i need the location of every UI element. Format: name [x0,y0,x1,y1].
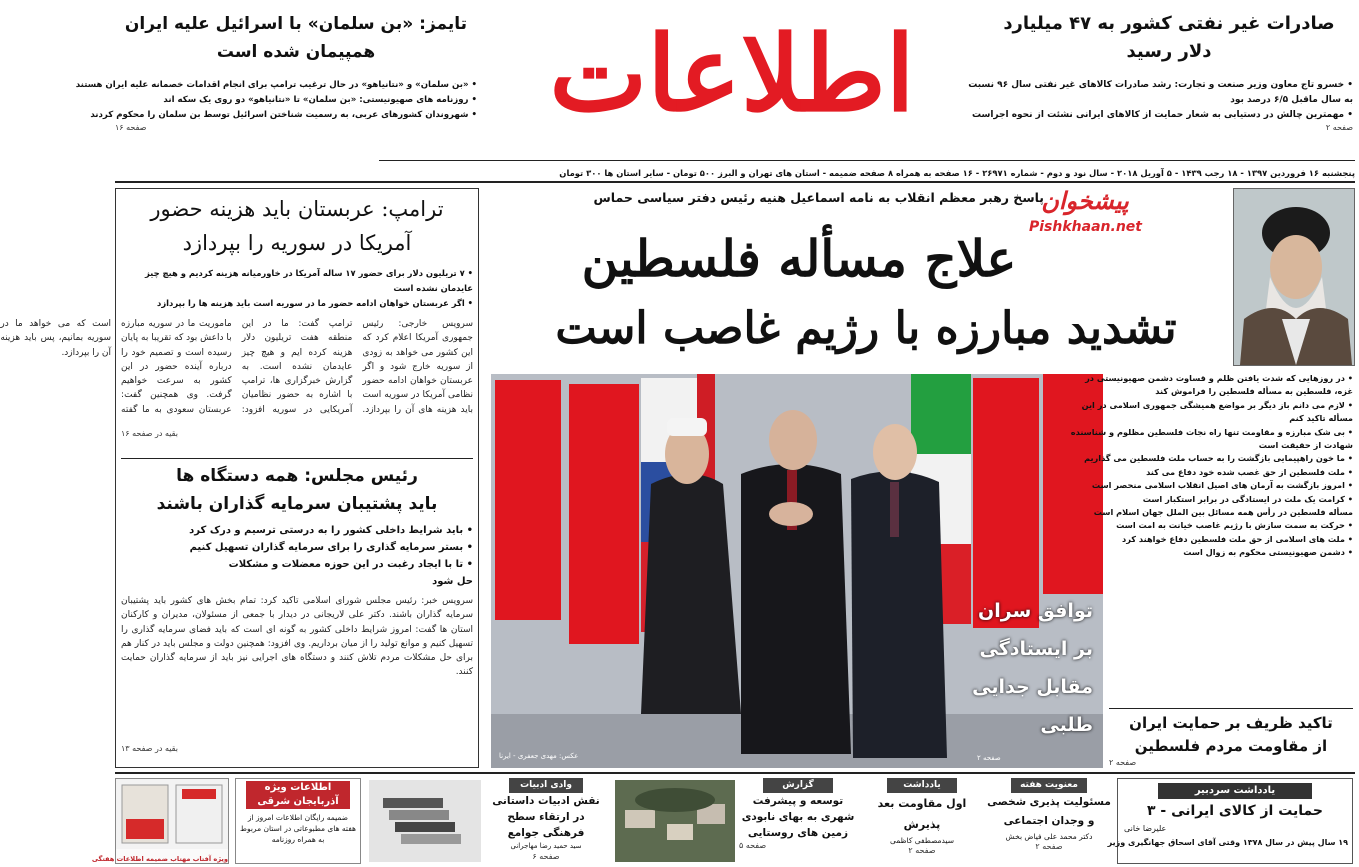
headline-line-2: از مقاومت مردم فلسطین [1134,737,1328,755]
dateline [379,161,1355,179]
story-body: سرویس خبر: رئیس مجلس شورای اسلامی تاکید کرد: تمام بخش های کشور باید پشتیبان سرمایه گذاران باشند. دکتر علی لاریجانی در دیدار با جمعی از مسئولان، مدیران و کارکنان استان ها گفت: امروز شرایط داخلی کشور به گونه ای است که باید فضای سرمایه گذاری را تسهیل کنیم و موانع تولید را از میان برداریم. وی افزود: همچنین دولت و مجلس باید در کنار هم برای حل مشکلات مردم تلاش کنند و دستگاه های اجرایی نیز باید از سرمایه گذاران حمایت کنند. [121,596,473,678]
page-ref: صفحه ۲ [1035,842,1063,851]
bullet: • اگر عربستان خواهان ادامه حضور ما در سوریه است باید هزینه ها را بپردازد [157,298,473,308]
watermark-logo: پیشخوان [1041,187,1129,215]
teaser-title: مسئولیت پذیری شخصی و وجدان اجتماعی [987,796,1111,827]
bullet: • ملت فلسطین از حق غصب شده خود دفاع می کند [1146,466,1353,477]
main-headline[interactable]: علاج مسأله فلسطین [581,229,1017,288]
bullet: • تا با ایجاد رغبت در این حوزه معضلات و مشکلات [228,559,473,570]
ad-text: ویژه آفتاب مهتاب ضمیمه اطلاعات هفتگی [91,855,228,863]
bullet: • ۷ تریلیون دلار برای حضور ۱۷ ساله آمریکا در خاورمیانه هزینه کردیم و هیچ چیز [144,268,473,278]
story-body: سرویس خارجی: رئیس جمهوری آمریکا اعلام کرد که این کشور می خواهد به زودی از سوریه خارج شود و اگر عربستان خواهان ادامه حضور نظامی آمریکا در سوریه است باید هزینه های آن را بپردازد. ترامپ گفت: ما در این منطقه هفت تریلیون دلار هزینه کرده ایم و هیچ چیز عایدمان نشده است. به گزارش خبرگزاری ها، ترامپ با اشاره به حضور نظامیان آمریکایی در سوریه افزود: ماموریت ما در سوریه مبارزه با داعش بود که تقریبا به پایان رسیده است و تصمیم خود را درباره آینده حضور در این کشور به سرعت خواهیم گرفت. وی همچنین گفت: عربستان سعودی به ما گفته است که می خواهد ما در سوریه بمانیم، پس باید هزینه آن را بپردازد. [0,319,473,415]
dateline-rule-bottom [115,181,1355,183]
bullet: • حرکت به سمت سازش با رژیم غاصب خیانت به امت است [1116,520,1353,531]
bullet: • لازم می دانم باز دیگر بر مواضع همیشگی جمهوری اسلامی در این [1081,399,1353,410]
teaser-author: سیدمصطفی کاظمی [890,836,954,845]
leader-portrait [1233,188,1355,366]
teaser-title: اول مقاومت بعد پذیرش [877,797,967,831]
bullet: • ما خون راهپیمایی بازگشت را به حساب ملت فلسطین می گذاریم [1084,453,1353,464]
bullet: • مهمترین چالش در دستیابی به شعار حمایت از کالاهای ایرانی نشئت از نحوه اجراست [971,110,1353,120]
teaser-item[interactable] [613,778,857,864]
supplement-box[interactable] [235,778,361,864]
bullet: مسأله فلسطین در رأس همه مسائل بین الملل جهان اسلام است [1093,507,1353,518]
bullet: • شهروندان کشورهای عربی، به رسمیت شناختن اسرائیل توسط بن سلمان را محکوم کردند [90,110,477,120]
bullet: • خسرو تاج معاون وزیر صنعت و تجارت: رشد صادرات کالاهای غیر نفتی سال ۹۶ نسبت [968,80,1353,90]
bullet: به سال ماقبل ۶/۵ درصد بود [1230,95,1353,105]
bullet: عایدمان نشده است [393,283,473,293]
teaser-kicker: وادی ادبیات [509,778,583,793]
headline: تاکید ظریف بر حمایت ایران [1129,714,1333,732]
top-left-story[interactable] [75,10,477,158]
teaser-photo [369,780,481,862]
headline-line-2: باید پشتیبان سرمایه گذاران باشند [156,494,438,514]
teaser-item[interactable] [863,778,981,864]
headline: رئیس مجلس: همه دستگاه ها [176,466,418,486]
main-photo [491,374,1103,768]
bullet: • دشمن صهیونیستی محکوم به زوال است [1183,547,1353,558]
headline: صادرات غیر نفتی کشور به ۴۷ میلیارد [1003,13,1335,34]
left-divider [121,458,473,459]
top-right-story[interactable] [968,10,1353,158]
bullet: • در روزهایی که شدت یافتن ظلم و قساوت دشمن صهیونیستی در [1085,373,1353,383]
watermark-url: Pishkhaan.net [1029,219,1142,235]
supplement-title: اطلاعات ویژه [246,781,350,795]
right-divider [1109,708,1353,709]
left-story-trump[interactable] [0,192,473,450]
teaser-kicker: یادداشت [887,778,957,793]
editorial-text: ۱۹ سال پیش در سال ۱۳۷۸ وقتی آقای اسحاق جهانگیری وزیر [1107,838,1348,847]
magazine-cover [116,779,228,849]
bullet: مسأله تاکید کنم [1289,413,1353,424]
headline: تایمز: «بن سلمان» با اسرائیل علیه ایران [124,14,468,34]
main-kicker: پاسخ رهبر معظم انقلاب به نامه اسماعیل هنیه رئیس دفتر سیاسی حماس [593,190,1044,205]
teaser-kicker: معنویت هفته [1011,778,1087,793]
bullet: • بی شک مبارزه و مقاومت تنها راه نجات فلسطین مظلوم و شناسنده [1070,426,1353,437]
bullet: • «بن سلمان» و «نتانیاهو» در حال ترغیب ترامپ برای انجام اقدامات خصمانه علیه ایران هستند [75,80,477,90]
headline-line-2: همپیمان شده است [216,42,376,62]
dateline-text: پنجشنبه ۱۶ فروردین ۱۳۹۷ - ۱۸ رجب ۱۴۳۹ - ۵ آوریل ۲۰۱۸ - سال نود و دوم - شماره ۲۶۹۷۱ - ۱۶ صفحه به همراه ۸ صفحه ضمیمه - استان های تهران و البرز ۵۰۰ تومان - سایر استان ها ۳۰۰ تومان [559,168,1355,178]
photo-caption: توافق سران بر ایستادگی مقابل جدایی طلبی [972,600,1093,736]
headline-line-2: آمریکا در سوریه را بپردازد [182,231,412,255]
logo-text: اطلاعات [549,12,915,135]
bullet: • روزنامه های صهیونیستی: «بن سلمان» تا «نتانیاهو» دو روی یک سکه اند [163,95,477,105]
bullet: حل شود [432,576,473,587]
bullet: • امروز بازگشت به آرمان های اصیل انقلاب اسلامی منحصر است [1091,480,1353,491]
supplement-note: به همراه روزنامه [271,835,325,844]
teaser-item[interactable] [987,778,1111,864]
page-ref: صفحه ۲ [1109,758,1137,767]
photo-credit: عکس: مهدی جعفری - ایرنا [499,752,579,760]
bullet: • بستر سرمایه گذاری را برای سرمایه گذاران تسهیل کنیم [189,542,473,553]
bullet: غزه، فلسطین به مسأله فلسطین را فراموش کند [1155,386,1353,397]
teaser-title: توسعه و پیشرفت شهری به بهای نابودی زمین های روستایی [741,795,855,839]
page-ref: صفحه ۲ [908,846,936,855]
bullet: • کرامت یک ملت در ایستادگی در برابر استکبار است [1142,493,1353,504]
magazine-ad[interactable] [91,778,229,864]
supplement-subtitle: آذربایجان شرقی [246,795,350,809]
village-photo [615,780,735,862]
supplement-text: ضمیمه رایگان اطلاعات امروز از هفته های مطبوعاتی در استان مربوط [240,813,356,833]
photo-page: صفحه ۲ [977,754,1001,762]
page-ref: صفحه ۲ [1325,123,1353,132]
books-photo [369,780,481,862]
headline-line-2: دلار رسید [1126,41,1212,62]
bullet: • باید شرایط داخلی کشور را به درستی ترسیم و درک کرد [189,525,473,536]
masthead-logo [527,8,937,140]
bullet: شهادت از حقیقت است [1258,440,1353,451]
headline: ترامپ: عربستان باید هزینه حضور [150,197,444,221]
main-headline-line-2[interactable]: تشدید مبارزه با رژیم غاصب است [555,303,1177,354]
right-column-bullets[interactable] [1070,372,1353,708]
editorial-box[interactable] [1107,778,1353,864]
teaser-title: نقش ادبیات داستانی در ارتقاء سطح فرهنگی جوامع [492,795,600,839]
teaser-author: دکتر محمد علی فیاض بخش [1005,832,1093,841]
bullet: • ملت های اسلامی از حق ملت فلسطین دفاع خواهند کرد [1122,533,1353,544]
teaser-item[interactable] [367,778,607,864]
right-story-zarif[interactable] [1109,712,1353,770]
editorial-author: علیرضا خانی [1124,824,1167,833]
page-ref: صفحه ۶ [532,852,560,861]
page-ref: بقیه در صفحه ۱۶ [121,429,178,438]
page-ref: صفحه ۵ [739,841,767,850]
teaser-kicker: گزارش [763,778,833,793]
left-story-parliament[interactable] [121,462,473,764]
page-ref: صفحه ۱۶ [115,123,147,132]
editorial-title: حمایت از کالای ایرانی - ۳ [1146,803,1324,819]
portrait-figure [1234,189,1354,365]
bottom-rule [115,772,1355,774]
page-ref: بقیه در صفحه ۱۳ [121,744,178,753]
teaser-photo [615,780,735,862]
teaser-author: سید حمید رضا مهاجرانی [510,842,582,850]
editorial-kicker: یادداشت سردبیر [1158,783,1312,799]
